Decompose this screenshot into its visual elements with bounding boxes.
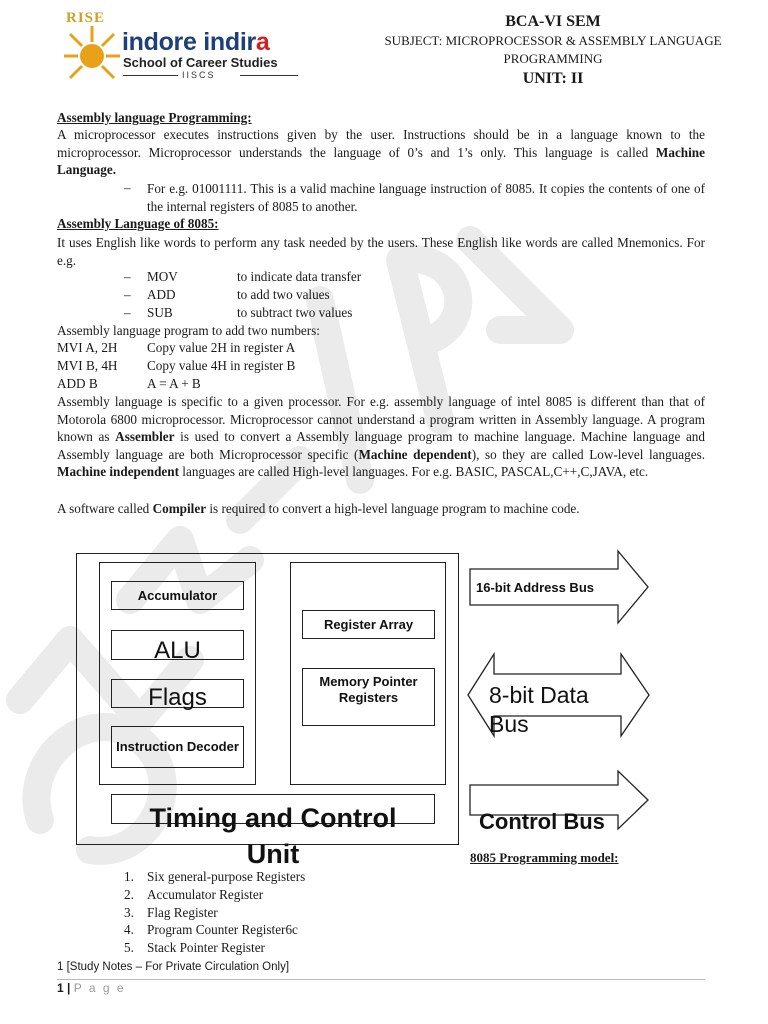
program-code: MVI B, 4H	[57, 358, 118, 373]
mnemonic-dash: –	[124, 287, 131, 302]
paragraph-machine-language: A microprocessor executes instructions given by the user. Instructions should be in a language known to the microprocessor. Microprocessor understands the language of 0’s and 1’s only. This language is called Machine Language.	[57, 127, 705, 178]
list-item-number: 1.	[124, 869, 134, 884]
footer-divider	[57, 979, 705, 980]
timing-control-label: Timing and Control	[149, 802, 397, 833]
bullet-machine-example: For e.g. 01001111. This is a valid machine language instruction of 8085. It copies the contents of one of the internal registers of 8085 to another.	[147, 181, 705, 214]
data-bus-label: 8-bit Data	[489, 681, 589, 708]
list-item-number: 4.	[124, 922, 134, 937]
subject-title-cont: PROGRAMMING	[503, 51, 603, 66]
unit-title: UNIT: II	[522, 70, 584, 87]
data-bus-label-cont: Bus	[489, 710, 529, 737]
paragraph-mnemonics: It uses English like words to perform any task needed by the users. These English like words are called Mnemonics. For e.g.	[57, 235, 705, 268]
logo-subtitle: School of Career Studies	[123, 55, 278, 70]
list-item: Flag Register	[147, 905, 218, 920]
mnemonic-dash: –	[124, 269, 131, 284]
logo-name: indore indira	[122, 28, 270, 56]
bullet-dash: –	[124, 180, 131, 195]
list-item: Stack Pointer Register	[147, 940, 265, 955]
logo-iiscs: IISCS	[182, 70, 216, 80]
paragraph-compiler: A software called Compiler is required to convert a high-level language program to machine code.	[57, 501, 580, 516]
instruction-decoder-label: Instruction Decoder	[116, 739, 239, 754]
logo-rule-left	[123, 75, 178, 76]
list-item: Program Counter Register6c	[147, 922, 298, 937]
subject-title: SUBJECT: MICROPROCESSOR & ASSEMBLY LANGUAGE	[384, 33, 722, 48]
logo-rise-text: RISE	[66, 10, 106, 26]
section-heading-assembly-8085: Assembly Language of 8085:	[57, 216, 219, 231]
program-desc: Copy value 2H in register A	[147, 340, 296, 355]
mnemonic-desc: to indicate data transfer	[237, 269, 362, 284]
page-number: 1 | P a g e	[57, 981, 126, 995]
mnemonic-name: SUB	[147, 305, 173, 320]
program-title: Assembly language program to add two numbers:	[57, 323, 320, 338]
mnemonic-name: MOV	[147, 269, 178, 284]
list-item-number: 3.	[124, 905, 134, 920]
register-array-label: Register Array	[323, 617, 414, 632]
footer-note: 1 [Study Notes – For Private Circulation Only]	[57, 961, 290, 973]
alu-label: ALU	[154, 637, 201, 664]
program-desc: A = A + B	[147, 376, 201, 391]
flags-label: Flags	[148, 683, 207, 711]
mnemonic-desc: to subtract two values	[237, 305, 353, 320]
mnemonic-dash: –	[124, 305, 131, 320]
memory-pointer-label: Memory Pointer Registers	[319, 674, 418, 705]
address-bus-label: 16-bit Address Bus	[476, 579, 594, 595]
program-code: ADD B	[57, 376, 98, 391]
timing-control-label-unit: Unit	[246, 838, 300, 869]
program-code: MVI A, 2H	[57, 340, 118, 355]
logo-rule-right	[240, 75, 298, 76]
control-bus-label: Control Bus	[479, 809, 605, 834]
program-desc: Copy value 4H in register B	[147, 358, 296, 373]
course-title: BCA-VI SEM	[505, 13, 601, 30]
list-item: Accumulator Register	[147, 887, 264, 902]
section-heading-assembly-programming: Assembly language Programming:	[57, 110, 252, 125]
list-item-number: 2.	[124, 887, 134, 902]
mnemonic-desc: to add two values	[237, 287, 330, 302]
paragraph-assembler: Assembly language is specific to a given processor. For e.g. assembly language of intel 8085 is different than that of Motorola 6800 microprocessor. Microprocessor cannot understand a program written in Assembly language. A program known as Assembler is used to convert a Assembly language program to machine language. Machine language and Assembly language are both Microprocessor specific (Machine dependent), so they are called Low-level languages. Machine independent languages are called High-level languages. For e.g. BASIC, PASCAL,C++,C,JAVA, etc.	[57, 394, 705, 480]
list-item-number: 5.	[124, 940, 134, 955]
mnemonic-name: ADD	[147, 287, 176, 302]
diagram-caption: 8085 Programming model:	[470, 850, 619, 865]
accumulator-label: Accumulator	[137, 588, 218, 603]
list-item: Six general-purpose Registers	[147, 869, 306, 884]
